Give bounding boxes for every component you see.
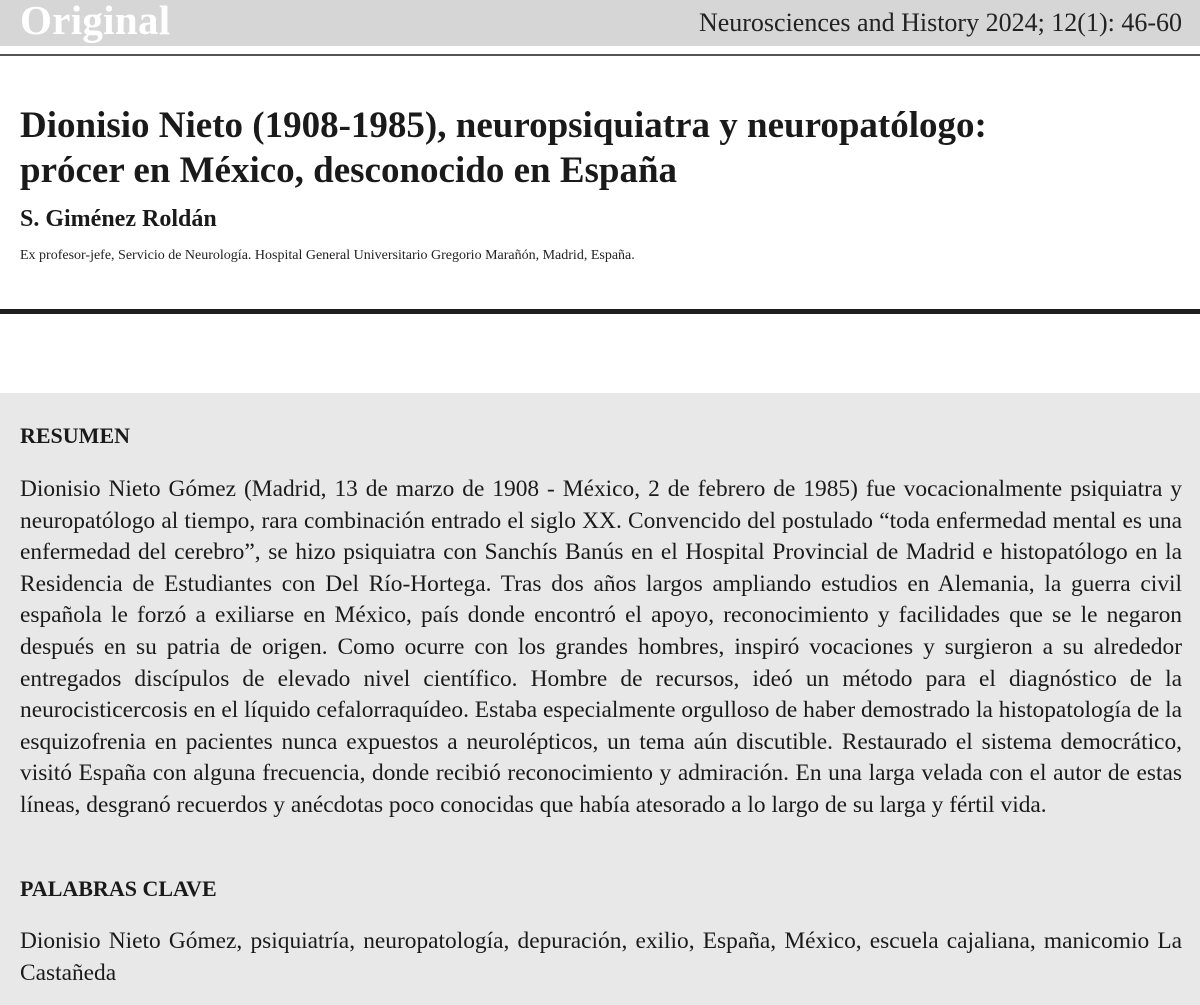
article-title-line-1: Dionisio Nieto (1908-1985), neuropsiquiatra y neuropatólogo: (20, 105, 987, 146)
keywords-body: Dionisio Nieto Gómez, psiquiatría, neuropatología, depuración, exilio, España, México, escuela cajaliana, manicomio La Castañeda (20, 928, 1182, 986)
abstract-body: Dionisio Nieto Gómez (Madrid, 13 de marzo de 1908 - México, 2 de febrero de 1985) fue vocacionalmente psiquiatra y neuropatólogo al tiempo, rara combinación entrado el siglo XX. Convencido del postulado “toda enfermedad mental es una enfermedad del cerebro”, se hizo psiquiatra con Sanchís Banús en el Hospital Provincial de Madrid e histopatólogo en la Residencia de Estudiantes con Del Río-Hortega. Tras dos años largos ampliando estudios en Alemania, la guerra civil española le forzó a exiliarse en México, país donde encontró el apoyo, reconocimiento y facilidades que se le negaron después en su patria de origen. Como ocurre con los grandes hombres, inspiró vocaciones y surgieron a su alrededor entregados discípulos de elevado nivel científico. Hombre de recursos, ideó un método para el diagnóstico de la neurocisticercosis en el líquido cefalorraquídeo. Estaba especialmente orgulloso de haber demostrado la histopatología de la esquizofrenia en pacientes nunca expuestos a neurolépticos, un tema aún discutible. Restaurado el sistema democrático, visitó España con alguna frecuencia, donde recibió reconocimiento y admiración. En una larga velada con el autor de estas líneas, desgranó recuerdos y anécdotas poco conocidas que había atesorado a lo largo de su larga y fértil vida. (20, 476, 1182, 818)
article-title (20, 103, 1180, 193)
header-divider (0, 54, 1200, 56)
article-title-line-2: prócer en México, desconocido en España (20, 150, 678, 191)
author-name: S. Giménez Roldán (20, 206, 217, 232)
journal-citation: Neurosciences and History 2024; 12(1): 46-60 (698, 8, 1182, 37)
section-tag: Original (20, 0, 171, 43)
abstract-heading: RESUMEN (20, 423, 131, 448)
keywords-heading: PALABRAS CLAVE (20, 876, 217, 901)
title-divider (0, 309, 1200, 314)
author-affiliation: Ex profesor-jefe, Servicio de Neurología. Hospital General Universitario Gregorio Marañón, Madrid, España. (20, 248, 635, 263)
